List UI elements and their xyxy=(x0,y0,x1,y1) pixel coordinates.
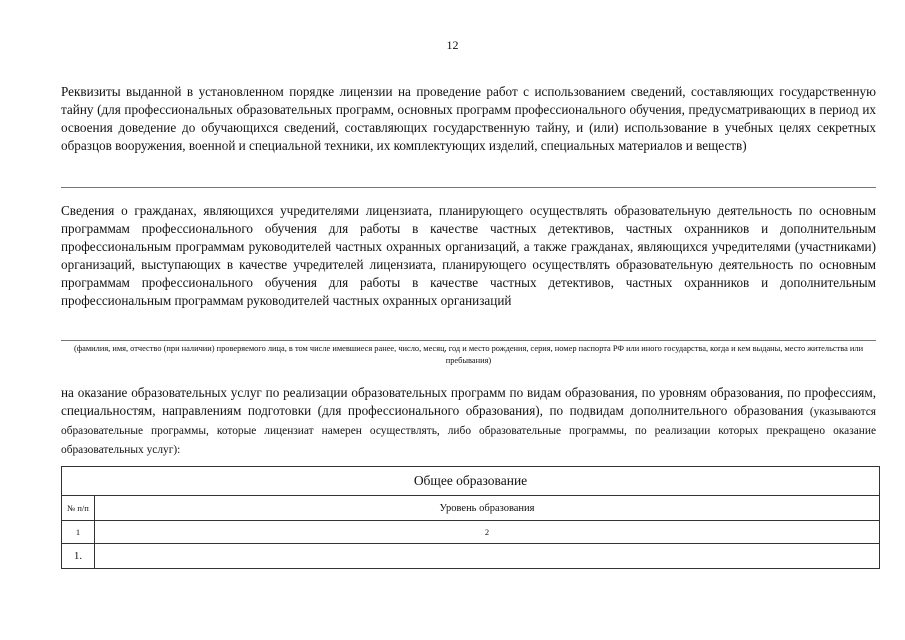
services-main-text: на оказание образовательных услуг по реализации образовательных программ по видам образования, по уровням образования, по профессиям, специальностям, направлениям подготовки (для профессионального образования), по подвидам дополнительного образования xyxy=(61,385,876,418)
row-level-cell[interactable] xyxy=(95,544,880,569)
table-title: Общее образование xyxy=(62,467,880,496)
column-header-number: № п/п xyxy=(62,496,95,521)
license-details-text: Реквизиты выданной в установленном порядке лицензии на проведение работ с использованием сведений, составляющих государственную тайну (для профессиональных образовательных программ, основных программ профессионального обучения, предусматривающих в период их освоения доведение до обучающихся сведений, составляющих государственную тайну, и (или) использование в учебных целях секретных образцов вооружения, военной и специальной техники, их комплектующих изделий, специальных материалов и веществ) xyxy=(61,84,876,153)
table-row xyxy=(62,544,880,569)
founders-info-fill-line xyxy=(61,340,876,341)
general-education-table xyxy=(61,466,880,569)
services-text xyxy=(61,384,876,459)
services-note-text: (указываются образовательные программы, которые лицензиат намерен осуществлять, либо образовательные программы, по реализации которых прекращено оказание образовательных услуг): xyxy=(61,406,876,456)
column-index-2: 2 xyxy=(95,521,880,544)
founders-caption: (фамилия, имя, отчество (при наличии) проверяемого лица, в том числе имевшиеся ранее, число, месяц, год и место рождения, серия, номер паспорта РФ или иного государства, когда и кем выданы, место жительства или пребывания) xyxy=(73,344,864,365)
license-details-fill-line xyxy=(61,187,876,188)
column-header-level: Уровень образования xyxy=(95,496,880,521)
row-number: 1. xyxy=(62,544,95,569)
founders-info-text: Сведения о гражданах, являющихся учредителями лицензиата, планирующего осуществлять образовательную деятельность по основным программам профессионального обучения для работы в качестве частных детективов, частных охранников и дополнительным профессиональным программам руководителей частных охранных организаций, а также гражданах, являющихся учредителями (участниками) организаций, выступающих в качестве учредителей лицензиата, планирующего осуществлять образовательную деятельность по основным программам профессионального обучения для работы в качестве частных детективов, частных охранников и дополнительным профессиональным программам руководителей частных охранных организаций xyxy=(61,203,876,308)
page-number: 12 xyxy=(446,38,459,52)
column-index-1: 1 xyxy=(62,521,95,544)
